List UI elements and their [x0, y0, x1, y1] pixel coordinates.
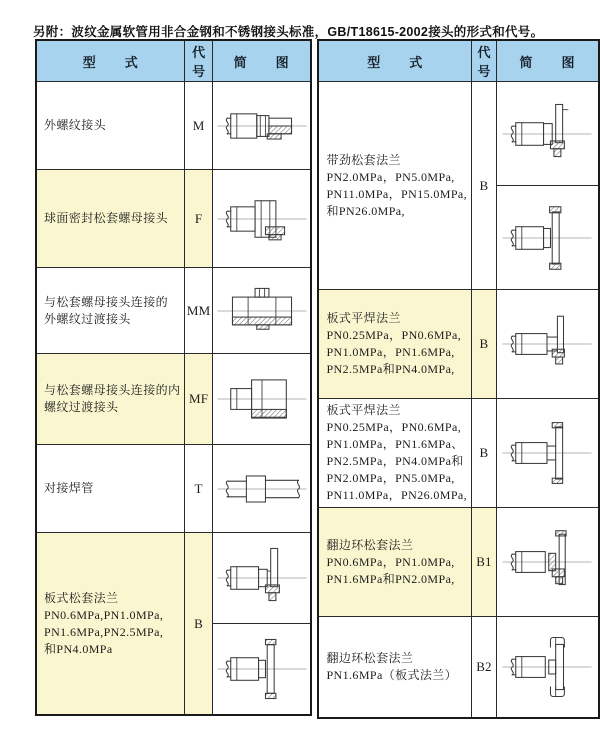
tables-container	[35, 39, 600, 719]
fitting-code-cell: F	[185, 170, 212, 268]
fitting-type-line: PN0.25MPa，PN0.6MPa,	[326, 420, 462, 434]
weld-flange-up-diagram-icon	[499, 311, 595, 377]
fitting-code-cell: MF	[185, 354, 212, 445]
header-row	[36, 40, 311, 82]
column-header-type: 型 式	[36, 40, 185, 82]
male-thread-diagram-icon	[214, 93, 310, 159]
diagram-stack	[213, 533, 311, 714]
nipple-diagram-icon	[214, 278, 310, 344]
diagram-subcell	[213, 533, 311, 623]
lap-ring-plate-diagram-icon	[499, 634, 595, 700]
diagram-subcell	[497, 185, 598, 289]
fitting-type-line: 和PN4.0MPa	[44, 641, 113, 656]
diagram-cell	[212, 445, 311, 533]
fitting-type-cell	[36, 82, 185, 170]
diagram-stack	[497, 290, 598, 398]
fitting-type-line: PN0.25MPa，PN0.6MPa,	[326, 328, 462, 342]
fitting-code-cell: B2	[472, 617, 497, 719]
table-row	[318, 82, 599, 290]
table-row	[36, 354, 311, 445]
column-header-code: 代号	[472, 40, 497, 82]
fitting-code-cell: T	[185, 445, 212, 533]
fitting-type-line: PN11.0MPa，PN15.0MPa,	[326, 186, 468, 201]
diagram-stack	[213, 354, 311, 444]
intro-note: 另附：波纹金属软管用非合金钢和不锈钢接头标准，GB/T18615-2002接头的形式和代号。	[33, 24, 544, 39]
column-header-code: 代号	[185, 40, 212, 82]
adapter-diagram-icon	[214, 366, 310, 432]
neck-flange-up-diagram-icon	[499, 101, 595, 167]
diagram-cell	[212, 170, 311, 268]
fitting-code-cell: B	[185, 533, 212, 716]
diagram-subcell	[497, 508, 598, 616]
fitting-table-left	[35, 39, 312, 716]
fitting-type-line: 板式平焊法兰	[326, 311, 401, 325]
fitting-type-line: 板式平焊法兰	[326, 403, 401, 417]
fitting-type-cell	[36, 445, 185, 533]
column-header-diagram: 简 图	[496, 40, 599, 82]
fitting-table-right-body	[318, 82, 599, 719]
butt-weld-diagram-icon	[214, 456, 310, 522]
fitting-type-cell	[318, 508, 471, 617]
table-row	[36, 533, 311, 716]
fitting-type-line: PN1.6MPa（板式法兰）	[326, 668, 458, 682]
fitting-type-cell	[318, 290, 471, 399]
column-header-type: 型 式	[318, 40, 471, 82]
fitting-type-cell	[36, 268, 185, 354]
diagram-subcell	[497, 82, 598, 185]
fitting-type-line: 翻边环松套法兰	[326, 537, 414, 552]
fitting-type-line: 与松套螺母接头连接的	[44, 294, 169, 309]
diagram-subcell	[213, 268, 311, 353]
diagram-cell	[496, 508, 599, 617]
plate-flange-up-diagram-icon	[214, 545, 310, 611]
lap-ring-flange-diagram-icon	[499, 529, 595, 595]
fitting-type-cell	[36, 354, 185, 445]
fitting-type-line: PN2.0MPa，PN5.0MPa,	[326, 471, 455, 485]
fitting-type-line: 板式松套法兰	[44, 590, 119, 605]
fitting-type-line: 外螺纹过渡接头	[44, 311, 131, 326]
fitting-type-line: PN1.0MPa，PN1.6MPa,	[326, 345, 455, 359]
fitting-type-line: 螺纹过渡接头	[44, 400, 119, 414]
fitting-type-cell	[318, 399, 471, 508]
diagram-stack	[497, 508, 598, 616]
diagram-cell	[212, 82, 311, 170]
diagram-subcell	[213, 170, 311, 267]
fitting-type-line: 对接焊管	[44, 481, 94, 495]
table-row	[36, 170, 311, 268]
fitting-type-line: PN2.5MPa，PN4.0MPa和	[326, 454, 464, 468]
table-row	[36, 268, 311, 354]
diagram-cell	[496, 290, 599, 399]
diagram-subcell	[213, 354, 311, 444]
diagram-cell	[496, 399, 599, 508]
plate-flange-full-diagram-icon	[214, 636, 310, 702]
fitting-type-line: PN2.0MPa，PN5.0MPa,	[326, 169, 455, 184]
fitting-type-line: PN0.6MPa，PN1.0MPa,	[326, 554, 455, 569]
diagram-cell	[496, 617, 599, 719]
fitting-type-cell	[36, 533, 185, 716]
fitting-type-line: PN2.5MPa和PN4.0MPa,	[326, 362, 455, 376]
diagram-subcell	[213, 82, 311, 169]
diagram-subcell	[213, 445, 311, 532]
fitting-type-cell	[36, 170, 185, 268]
diagram-cell	[212, 533, 311, 716]
table-row	[36, 82, 311, 170]
diagram-stack	[497, 617, 598, 717]
diagram-stack	[497, 399, 598, 507]
fitting-table-right	[317, 39, 600, 719]
diagram-subcell	[497, 617, 598, 717]
swivel-nut-diagram-icon	[214, 186, 310, 252]
fitting-table-left-body	[36, 82, 311, 716]
fitting-type-line: 外螺纹接头	[44, 118, 107, 132]
fitting-type-line: 带劲松套法兰	[326, 152, 401, 167]
diagram-cell	[496, 82, 599, 290]
table-row	[318, 508, 599, 617]
fitting-code-cell: B	[472, 290, 497, 399]
weld-flange-full-diagram-icon	[499, 420, 595, 486]
fitting-code-cell: M	[185, 82, 212, 170]
fitting-code-cell: MM	[185, 268, 212, 354]
fitting-code-cell: B	[472, 82, 497, 290]
fitting-code-cell: B	[472, 399, 497, 508]
diagram-cell	[212, 354, 311, 445]
fitting-type-line: 与松套螺母接头连接的内	[44, 383, 181, 397]
table-row	[318, 399, 599, 508]
diagram-stack	[213, 445, 311, 532]
fitting-type-line: 球面密封松套螺母接头	[44, 211, 169, 225]
table-row	[318, 617, 599, 719]
neck-flange-full-diagram-icon	[499, 205, 595, 271]
table-row	[318, 290, 599, 399]
fitting-type-cell	[318, 617, 471, 719]
fitting-type-line: 和PN26.0MPa,	[326, 203, 405, 218]
fitting-code-cell: B1	[472, 508, 497, 617]
fitting-type-line: PN11.0MPa，PN26.0MPa,	[326, 488, 468, 502]
diagram-subcell	[497, 399, 598, 507]
diagram-stack	[213, 268, 311, 353]
column-header-diagram: 简 图	[212, 40, 311, 82]
fitting-type-line: PN1.0MPa，PN1.6MPa、	[326, 437, 464, 451]
table-row	[36, 445, 311, 533]
fitting-type-line: PN0.6MPa,PN1.0MPa,	[44, 607, 164, 622]
diagram-cell	[212, 268, 311, 354]
diagram-stack	[213, 170, 311, 267]
diagram-subcell	[213, 623, 311, 714]
fitting-type-line: PN1.6MPa,PN2.5MPa,	[44, 624, 164, 639]
diagram-stack	[497, 82, 598, 289]
fitting-type-line: PN1.6MPa和PN2.0MPa,	[326, 571, 455, 586]
fitting-type-cell	[318, 82, 471, 290]
fitting-type-line: 翻边环松套法兰	[326, 651, 414, 665]
diagram-stack	[213, 82, 311, 169]
header-row	[318, 40, 599, 82]
diagram-subcell	[497, 290, 598, 398]
